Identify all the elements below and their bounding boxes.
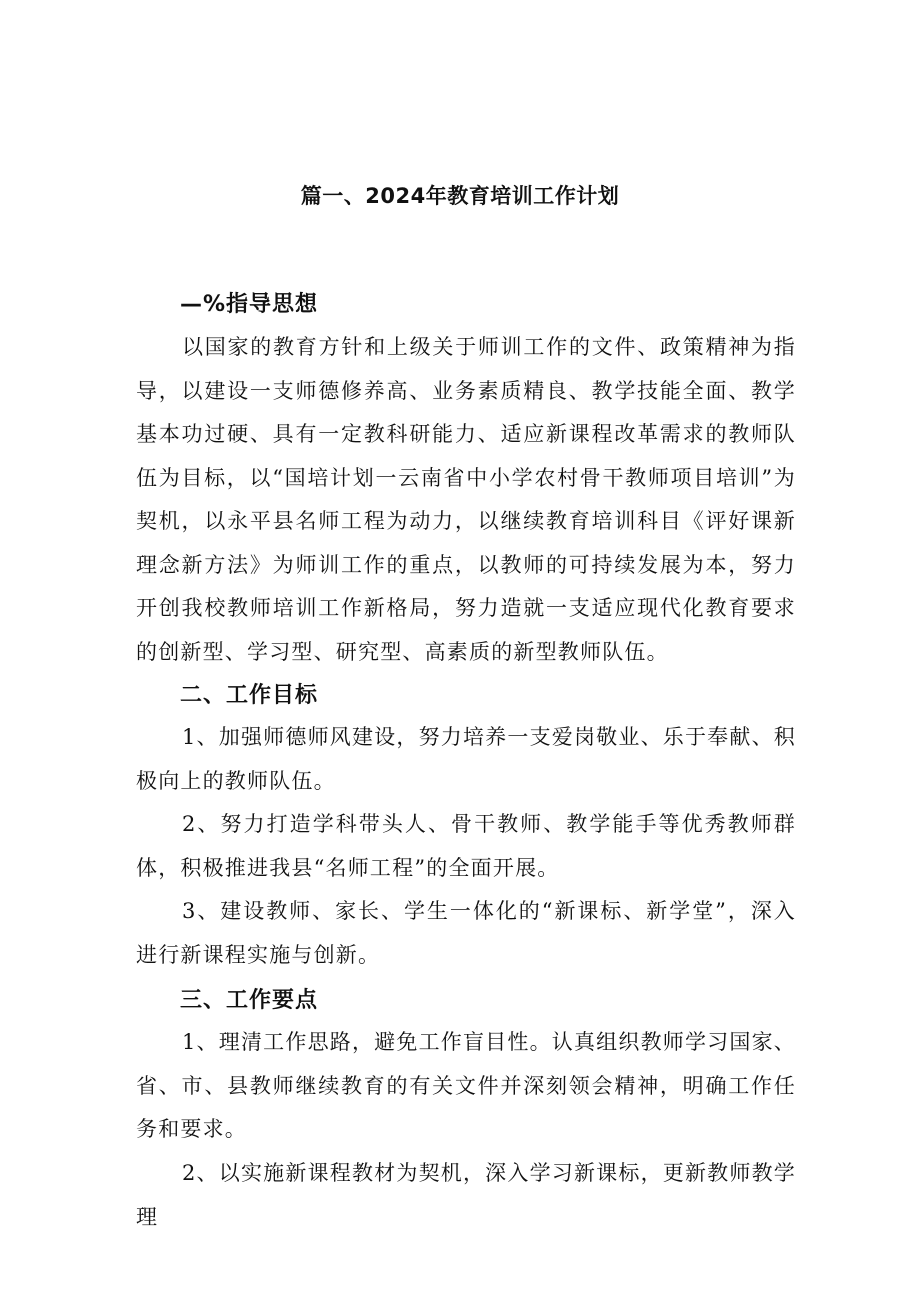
paragraph-goal-3: 3、建设教师、家长、学生一体化的“新课标、新学堂”，深入进行新课程实施与创新。: [136, 899, 796, 967]
paragraph-guiding-ideology: 以国家的教育方针和上级关于师训工作的文件、政策精神为指导，以建设一支师德修养高、业务素质精良、教学技能全面、教学基本功过硬、具有一定教科研能力、适应新课程改革需求的教师队伍为目标，以“国培计划一云南省中小学农村骨干教师项目培训”为契机，以永平县名师工程为动力，以继续教育培训科目《评好课新理念新方法》为师训工作的重点，以教师的可持续发展为本，努力开创我校教师培训工作新格局，努力造就一支适应现代化教育要求的创新型、学习型、研究型、高素质的新型教师队伍。: [136, 335, 796, 664]
paragraph-goal-1: 1、加强师德师风建设，努力培养一支爱岗敬业、乐于奉献、积极向上的教师队伍。: [136, 725, 796, 793]
section-heading-work-goals: 二、工作目标: [180, 683, 319, 708]
paragraph-goal-2: 2、努力打造学科带头人、骨干教师、教学能手等优秀教师群体，积极推进我县“名师工程”的全面开展。: [136, 812, 796, 880]
document-title: 篇一、2024年教育培训工作计划: [300, 184, 620, 208]
section-heading-work-points: 三、工作要点: [180, 988, 319, 1013]
paragraph-point-2: 2、以实施新课程教材为契机，深入学习新课标，更新教师教学理: [136, 1161, 796, 1229]
section-heading-guiding-ideology: —%指导思想: [180, 292, 319, 317]
paragraph-point-1: 1、理清工作思路，避免工作盲目性。认真组织教师学习国家、省、市、县教师继续教育的有关文件并深刻领会精神，明确工作任务和要求。: [136, 1030, 796, 1141]
